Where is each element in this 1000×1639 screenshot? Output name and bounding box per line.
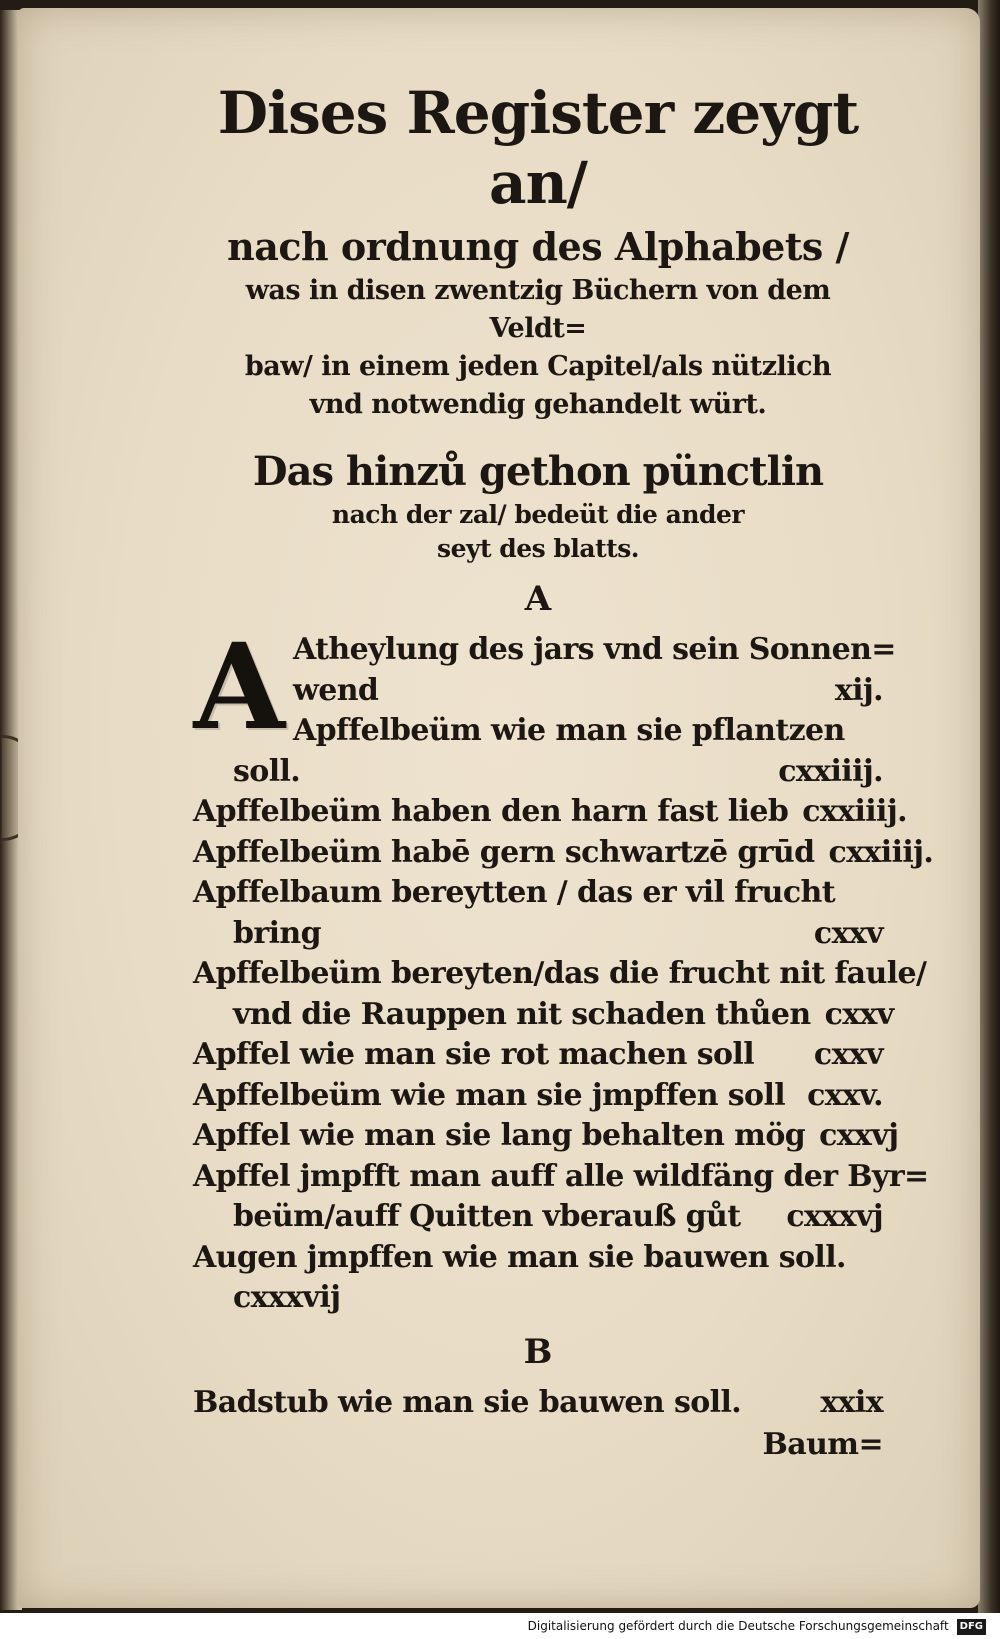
list-item (193, 1197, 883, 1238)
subtitle-line-2: nach der zal/ bedeüt die ander (331, 500, 745, 529)
footer-credit: Digitalisierung gefördert durch die Deutsche Forschungsgemeinschaft (527, 1619, 949, 1633)
entry-text: vnd die Rauppen nit schaden thůen (233, 996, 811, 1032)
register-subtitle (193, 446, 883, 566)
section-a-list (193, 711, 934, 1319)
entry-folio: cxxiiij. (828, 834, 934, 870)
list-item (193, 752, 883, 793)
entry-folio: xij. (834, 672, 883, 708)
entry-text: cxxxvij (233, 1280, 341, 1315)
entry-folio: xxix (820, 1384, 883, 1420)
entry-text: beüm/auff Quitten vberauß gůt (233, 1199, 741, 1234)
entry-folio: cxxiiij. (778, 753, 883, 789)
list-item (193, 914, 883, 955)
entry-text: bring (233, 915, 321, 951)
entry-text: Badstub wie man sie bauwen soll. (193, 1384, 742, 1420)
digitization-footer (0, 1613, 1000, 1639)
title-line-4: baw/ in einem jeden Capitel/als nützlich (244, 351, 832, 382)
entry-folio: cxxv (824, 996, 894, 1032)
entry-text: Apffel wie man sie lang behalten mög (193, 1118, 806, 1153)
entry-text: Apffelbeüm haben den harn fast lieb (193, 794, 789, 829)
entry-text: Apffelbeüm wie man sie pflantzen (293, 713, 845, 748)
entry-text: Atheylung des jars vnd sein Sonnen= (293, 632, 896, 667)
page-content (193, 78, 934, 1465)
page-sheet (18, 8, 980, 1608)
section-heading-b: B (523, 1331, 553, 1372)
entry-text: Apffelbeüm bereyten/das die frucht nit faule/ (193, 956, 927, 991)
title-line-1: Dises Register zeygt an/ (217, 79, 859, 217)
entry-text: Apffelbeüm wie man sie jmpffen soll (193, 1077, 786, 1113)
dfg-logo: DFG (957, 1619, 986, 1635)
subtitle-line-1: Das hinzů gethon pünctlin (252, 448, 824, 495)
title-line-5: vnd notwendig gehandelt würt. (309, 389, 767, 420)
list-item (193, 1383, 883, 1424)
section-b-list (193, 1383, 883, 1424)
list-item (193, 671, 883, 712)
section-heading-a: A (524, 579, 552, 619)
title-line-3: was in disen zwentzig Büchern von dem Veldt= (245, 275, 831, 344)
drop-cap-initial: A (193, 617, 285, 756)
section-a-entries (193, 617, 934, 1319)
book-right-edge (978, 0, 1000, 1639)
entry-text: Apffel jmpfft man auff alle wildfäng der Byr= (193, 1158, 929, 1194)
entry-text: wend (293, 672, 379, 708)
entry-folio: cxxvj (819, 1118, 899, 1153)
entry-text: Apffelbeüm habē gern schwartzē grūd (193, 834, 815, 870)
list-item (193, 792, 907, 833)
entry-text: Augen jmpffen wie man sie bauwen soll. (193, 1239, 846, 1275)
list-item (193, 1157, 929, 1198)
title-line-2: nach ordnung des Alphabets / (227, 224, 849, 269)
entry-folio: cxxiiij. (802, 794, 907, 829)
entry-text: Apffelbaum bereytten / das er vil frucht (193, 875, 836, 910)
list-item (193, 833, 934, 874)
entry-folio: cxxv. (807, 1077, 883, 1113)
entry-text: Apffel wie man sie rot machen soll (193, 1037, 755, 1072)
list-item (193, 1238, 883, 1279)
entry-folio: cxxv (813, 915, 883, 951)
catchword: Baum= (762, 1427, 883, 1462)
entry-text: soll. (233, 753, 301, 789)
list-item (193, 1278, 883, 1319)
list-item (193, 995, 894, 1036)
list-item (193, 1116, 899, 1157)
list-item (193, 630, 896, 671)
list-item (193, 1035, 883, 1076)
section-b-entries (193, 1383, 883, 1466)
list-item (193, 873, 883, 914)
entry-folio: cxxv (813, 1037, 883, 1072)
subtitle-line-3: seyt des blatts. (437, 534, 639, 563)
entry-folio: cxxxvj (786, 1199, 883, 1234)
list-item (193, 711, 883, 752)
list-item (193, 954, 927, 995)
list-item (193, 1076, 883, 1117)
register-title (193, 78, 883, 424)
